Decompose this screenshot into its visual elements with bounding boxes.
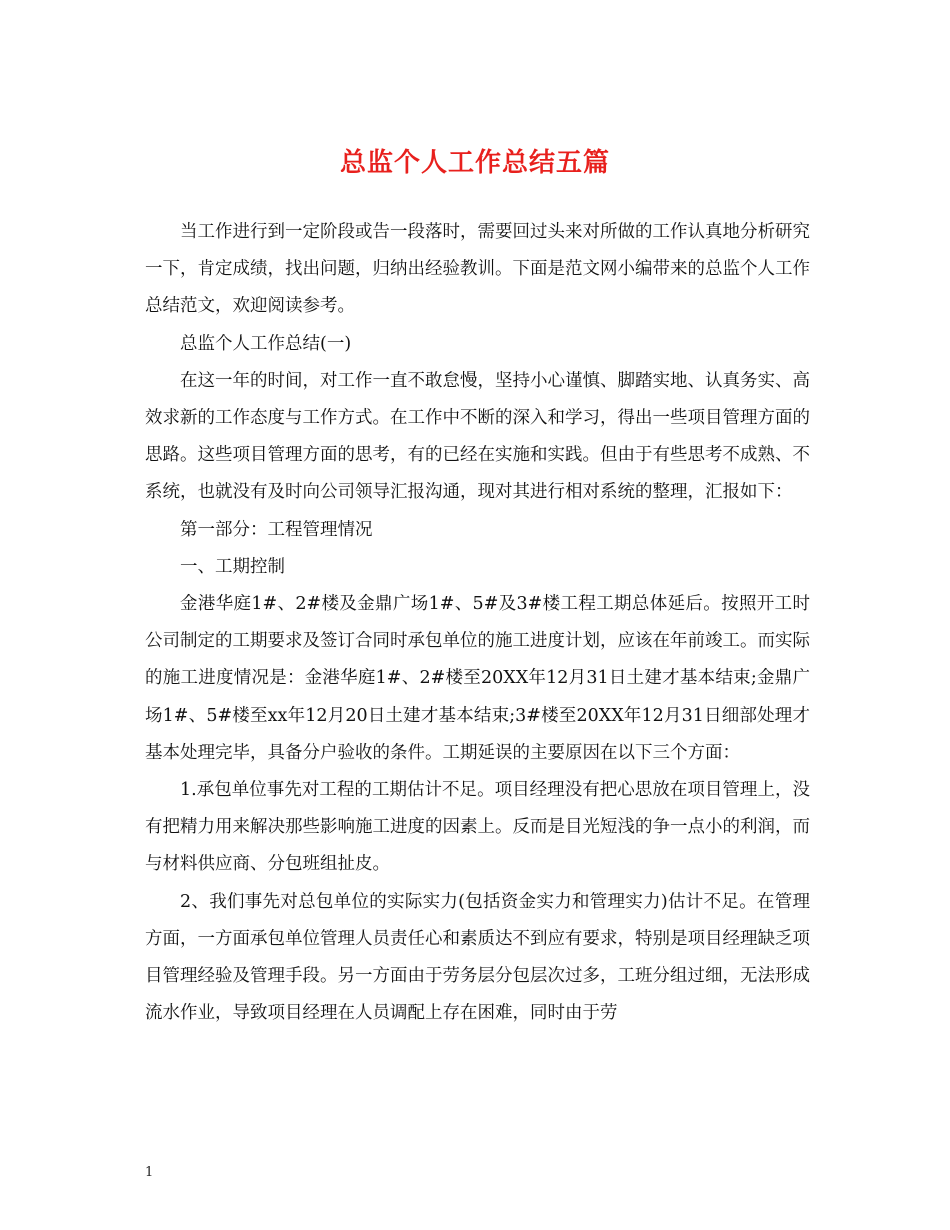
subsection-heading: 一、工期控制 [180,556,285,577]
part-heading: 第一部分：工程管理情况 [180,519,373,540]
section-heading: 总监个人工作总结(一) [180,333,352,354]
document-title: 总监个人工作总结五篇 [339,148,610,178]
list-item: 1.承包单位事先对工程的工期估计不足。项目经理没有把心思放在项目管理上，没有把精力用来解决那些影响施工进度的因素上。反而是目光短浅的争一点小的利润，而与材料供应商、分包班组扯皮。 [145,780,810,875]
body-paragraph: 金港华庭1#、2#楼及金鼎广场1#、5#及3#楼工程工期总体延后。按照开工时公司制定的工期要求及签订合同时承包单位的施工进度计划，应该在年前竣工。而实际的施工进度情况是：金港华庭1#、2#楼至20XX年12月31日土建才基本结束;金鼎广场1#、5#楼至xx年12月20日土建才基本结束;3#楼至20XX年12月31日细部处理才基本处理完毕，具备分户验收的条件。工期延误的主要原因在以下三个方面： [145,594,810,763]
body-paragraph: 在这一年的时间，对工作一直不敢怠慢，坚持小心谨慎、脚踏实地、认真务实、高效求新的工作态度与工作方式。在工作中不断的深入和学习，得出一些项目管理方面的思路。这些项目管理方面的思考，有的已经在实施和实践。但由于有些思考不成熟、不系统，也就没有及时向公司领导汇报沟通，现对其进行相对系统的整理，汇报如下： [145,370,810,503]
intro-paragraph: 当工作进行到一定阶段或告一段落时，需要回过头来对所做的工作认真地分析研究一下，肯定成绩，找出问题，归纳出经验教训。下面是范文网小编带来的总监个人工作总结范文，欢迎阅读参考。 [145,222,810,317]
page-number: 1 [145,1165,154,1180]
document-body [145,214,810,1032]
list-item: 2、我们事先对总包单位的实际实力(包括资金实力和管理实力)估计不足。在管理方面，一方面承包单位管理人员责任心和素质达不到应有要求，特别是项目经理缺乏项目管理经验及管理手段。另一方面由于劳务层分包层次过多，工班分组过细，无法形成流水作业，导致项目经理在人员调配上存在困难，同时由于劳 [145,891,810,1024]
